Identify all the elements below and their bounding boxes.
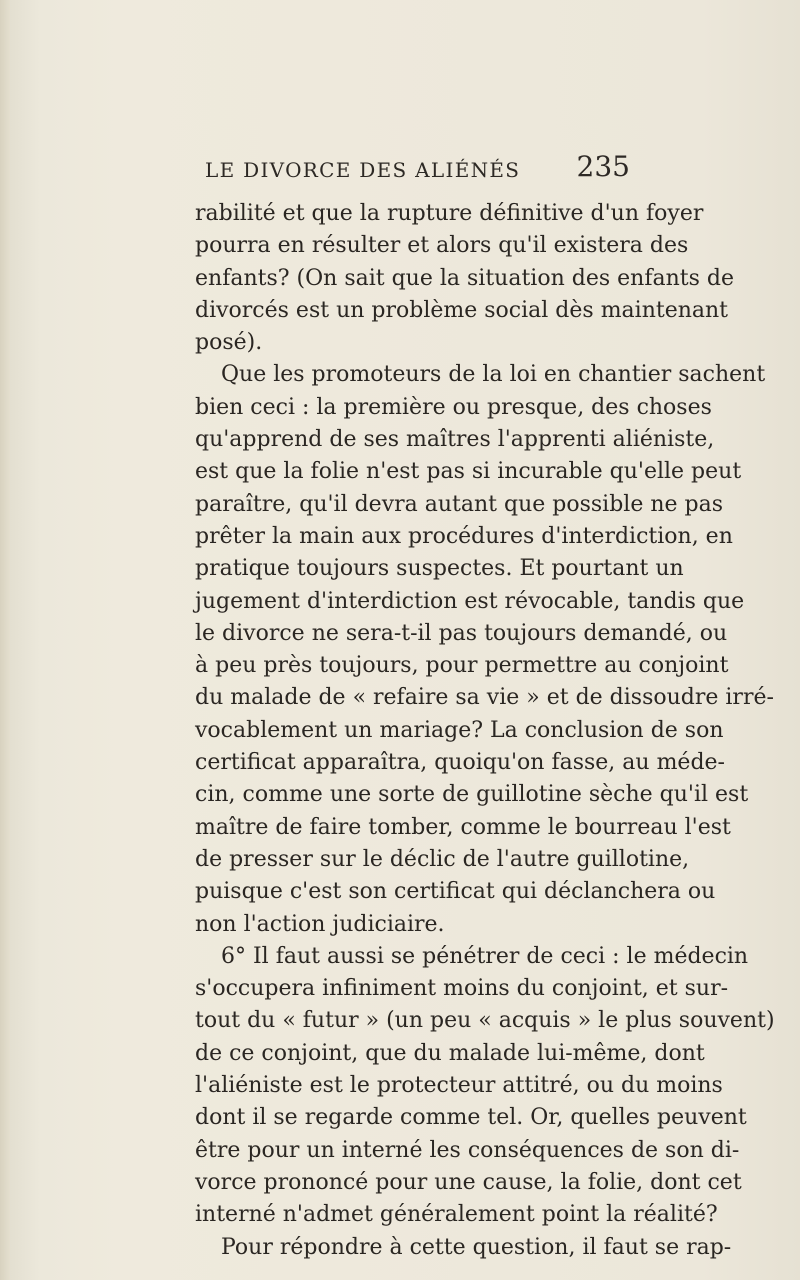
text-line: paraître, qu'il devra autant que possible ne pas [195, 491, 724, 517]
text-line: de presser sur le déclic de l'autre guillotine, [195, 846, 690, 872]
text-line: à peu près toujours, pour permettre au conjoint [195, 653, 729, 679]
text-line: enfants? (On sait que la situation des enfants de [195, 265, 734, 291]
text-line: prêter la main aux procédures d'interdiction, en [195, 523, 733, 549]
text-line: est que la folie n'est pas si incurable qu'elle peut [195, 459, 742, 485]
text-line: pourra en résulter et alors qu'il existera des [195, 233, 689, 259]
text-line: s'occupera infiniment moins du conjoint, et sur- [195, 976, 729, 1002]
running-head: LE DIVORCE DES ALIÉNÉS [205, 158, 521, 182]
text-line: Que les promoteurs de la loi en chantier sachent [221, 362, 766, 388]
text-line: posé). [195, 330, 263, 356]
text-line: vocablement un mariage? La conclusion de son [195, 717, 724, 743]
text-line: dont il se regarde comme tel. Or, quelles peuvent [195, 1105, 747, 1131]
text-line: tout du « futur » (un peu « acquis » le plus souvent) [195, 1008, 775, 1034]
text-line: l'aliéniste est le protecteur attitré, ou du moins [195, 1073, 723, 1099]
text-line: certificat apparaîtra, quoiqu'on fasse, au méde- [195, 750, 725, 776]
text-line: jugement d'interdiction est révocable, tandis que [195, 588, 745, 614]
text-line: bien ceci : la première ou presque, des choses [195, 394, 712, 420]
text-line: être pour un interné les conséquences de son di- [195, 1137, 740, 1163]
page-header [205, 150, 630, 190]
text-line: interné n'admet généralement point la réalité? [195, 1202, 718, 1228]
text-line: pratique toujours suspectes. Et pourtant un [195, 556, 684, 582]
text-line: non l'action judiciaire. [195, 911, 445, 937]
text-line: vorce prononcé pour une cause, la folie, dont cet [195, 1169, 742, 1195]
text-line: cin, comme une sorte de guillotine sèche qu'il est [195, 782, 749, 808]
text-line: le divorce ne sera-t-il pas toujours demandé, ou [195, 620, 728, 646]
page-gutter [0, 0, 10, 1280]
text-line: divorcés est un problème social dès maintenant [195, 297, 729, 323]
page-number: 235 [576, 150, 630, 183]
text-line: Pour répondre à cette question, il faut se rap- [221, 1234, 732, 1260]
text-line: de ce conjoint, que du malade lui-même, dont [195, 1040, 705, 1066]
text-line: 6° Il faut aussi se pénétrer de ceci : le médecin [221, 943, 749, 969]
text-line: puisque c'est son certificat qui déclanchera ou [195, 879, 716, 905]
text-line: rabilité et que la rupture définitive d'un foyer [195, 201, 704, 226]
text-line: maître de faire tomber, comme le bourreau l'est [195, 814, 731, 840]
body-text [195, 198, 775, 1264]
text-line: qu'apprend de ses maîtres l'apprenti aliéniste, [195, 427, 715, 453]
text-line: du malade de « refaire sa vie » et de dissoudre irré- [195, 685, 774, 711]
